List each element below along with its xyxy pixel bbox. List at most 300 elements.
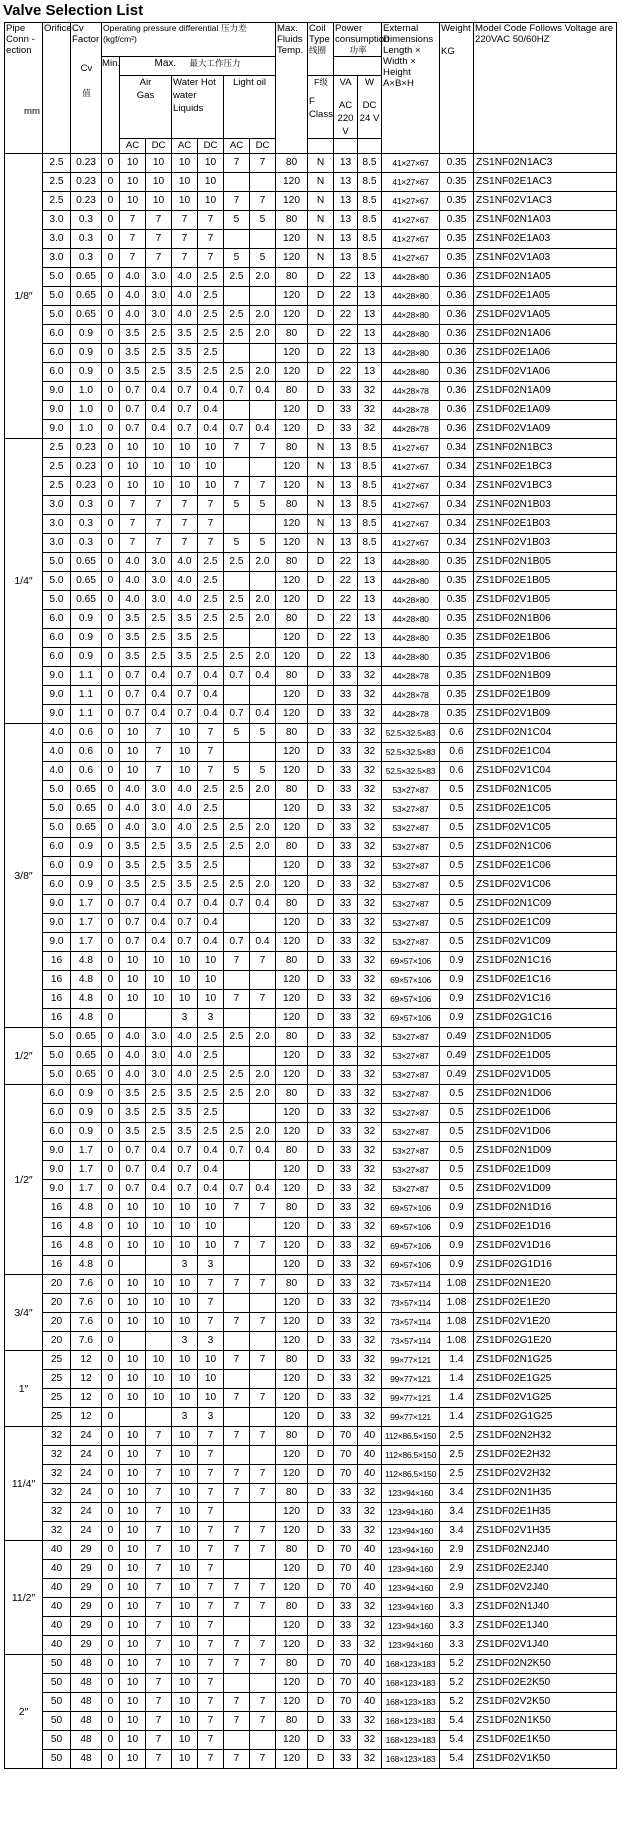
- water-dc-cell: 0.4: [198, 1142, 224, 1161]
- air-ac-cell: 10: [120, 1522, 146, 1541]
- oil-ac-cell: 7: [224, 1237, 250, 1256]
- air-ac-cell: 10: [120, 1313, 146, 1332]
- model-code-cell: ZS1DF02V1A06: [474, 363, 617, 382]
- model-code-cell: ZS1DF02V1D09: [474, 1180, 617, 1199]
- dimensions-cell: 112×86.5×150: [382, 1427, 440, 1446]
- air-ac-cell: 0.7: [120, 914, 146, 933]
- header-air-ac: AC: [120, 139, 146, 154]
- cv-cell: 12: [71, 1370, 102, 1389]
- va-cell: 33: [334, 1161, 358, 1180]
- water-ac-cell: 3: [172, 1332, 198, 1351]
- dimensions-cell: 53×27×87: [382, 1123, 440, 1142]
- air-dc-cell: 10: [146, 458, 172, 477]
- air-dc-cell: 7: [146, 1541, 172, 1560]
- min-cell: 0: [102, 971, 120, 990]
- oil-dc-cell: 5: [250, 762, 276, 781]
- orifice-cell: 2.5: [43, 439, 71, 458]
- oil-dc-cell: 5: [250, 211, 276, 230]
- weight-cell: 0.35: [440, 667, 474, 686]
- model-code-cell: ZS1DF02N1B09: [474, 667, 617, 686]
- weight-cell: 0.35: [440, 629, 474, 648]
- water-dc-cell: 10: [198, 1237, 224, 1256]
- water-ac-cell: 3: [172, 1009, 198, 1028]
- oil-ac-cell: 7: [224, 1598, 250, 1617]
- weight-cell: 0.5: [440, 895, 474, 914]
- temp-cell: 80: [276, 439, 308, 458]
- oil-ac-cell: 7: [224, 1636, 250, 1655]
- dimensions-cell: 168×123×183: [382, 1712, 440, 1731]
- min-cell: 0: [102, 211, 120, 230]
- orifice-cell: 3.0: [43, 515, 71, 534]
- w-cell: 32: [358, 819, 382, 838]
- air-dc-cell: [146, 1408, 172, 1427]
- oil-ac-cell: [224, 1104, 250, 1123]
- w-cell: 32: [358, 1104, 382, 1123]
- orifice-cell: 5.0: [43, 306, 71, 325]
- w-cell: 13: [358, 591, 382, 610]
- weight-cell: 0.9: [440, 1199, 474, 1218]
- oil-ac-cell: 2.5: [224, 819, 250, 838]
- oil-ac-cell: 2.5: [224, 591, 250, 610]
- air-ac-cell: 4.0: [120, 819, 146, 838]
- temp-cell: 120: [276, 1617, 308, 1636]
- weight-cell: 1.08: [440, 1332, 474, 1351]
- dimensions-cell: 73×57×114: [382, 1313, 440, 1332]
- temp-cell: 120: [276, 1446, 308, 1465]
- coil-cell: D: [308, 1237, 334, 1256]
- cv-cell: 0.9: [71, 857, 102, 876]
- header-opd: Operating pressure differential 压力差 (kgf/cm²): [102, 23, 276, 57]
- model-code-cell: ZS1DF02E1B06: [474, 629, 617, 648]
- water-ac-cell: 4.0: [172, 1047, 198, 1066]
- weight-cell: 5.4: [440, 1750, 474, 1769]
- orifice-cell: 9.0: [43, 1161, 71, 1180]
- coil-cell: D: [308, 1674, 334, 1693]
- table-row: [5, 439, 617, 458]
- dimensions-cell: 41×27×67: [382, 211, 440, 230]
- table-row: [5, 1731, 617, 1750]
- air-dc-cell: 10: [146, 192, 172, 211]
- model-code-cell: ZS1DF02V2K50: [474, 1693, 617, 1712]
- va-cell: 22: [334, 648, 358, 667]
- va-cell: 33: [334, 1218, 358, 1237]
- temp-cell: 120: [276, 933, 308, 952]
- water-dc-cell: 10: [198, 192, 224, 211]
- model-code-cell: ZS1NF02E1BC3: [474, 458, 617, 477]
- va-cell: 13: [334, 439, 358, 458]
- oil-ac-cell: [224, 1332, 250, 1351]
- w-cell: 32: [358, 781, 382, 800]
- air-ac-cell: 3.5: [120, 1123, 146, 1142]
- air-dc-cell: 0.4: [146, 401, 172, 420]
- va-cell: 33: [334, 800, 358, 819]
- dimensions-cell: 99×77×121: [382, 1370, 440, 1389]
- oil-dc-cell: 2.0: [250, 591, 276, 610]
- table-row: [5, 1028, 617, 1047]
- water-dc-cell: 10: [198, 1370, 224, 1389]
- oil-dc-cell: [250, 857, 276, 876]
- water-ac-cell: 3.5: [172, 325, 198, 344]
- header-temp: Max. Fluids Temp.: [276, 23, 308, 154]
- air-dc-cell: 2.5: [146, 1104, 172, 1123]
- min-cell: 0: [102, 667, 120, 686]
- cv-cell: 1.7: [71, 914, 102, 933]
- w-cell: 40: [358, 1655, 382, 1674]
- oil-dc-cell: [250, 1009, 276, 1028]
- oil-dc-cell: [250, 1446, 276, 1465]
- air-dc-cell: 7: [146, 1579, 172, 1598]
- oil-ac-cell: 7: [224, 439, 250, 458]
- oil-ac-cell: 0.7: [224, 1180, 250, 1199]
- oil-dc-cell: [250, 1104, 276, 1123]
- dimensions-cell: 41×27×67: [382, 154, 440, 173]
- min-cell: 0: [102, 610, 120, 629]
- orifice-cell: 6.0: [43, 648, 71, 667]
- dimensions-cell: 44×28×80: [382, 610, 440, 629]
- coil-cell: D: [308, 1465, 334, 1484]
- water-dc-cell: 0.4: [198, 705, 224, 724]
- oil-ac-cell: 2.5: [224, 306, 250, 325]
- model-code-cell: ZS1DF02E2K50: [474, 1674, 617, 1693]
- w-cell: 40: [358, 1693, 382, 1712]
- table-row: [5, 1180, 617, 1199]
- dimensions-cell: 44×28×80: [382, 553, 440, 572]
- table-row: [5, 971, 617, 990]
- water-ac-cell: 0.7: [172, 1161, 198, 1180]
- air-ac-cell: 10: [120, 154, 146, 173]
- air-dc-cell: 3.0: [146, 800, 172, 819]
- min-cell: 0: [102, 1636, 120, 1655]
- w-cell: 32: [358, 724, 382, 743]
- oil-ac-cell: 7: [224, 1465, 250, 1484]
- air-dc-cell: 10: [146, 1218, 172, 1237]
- table-row: [5, 895, 617, 914]
- va-cell: 33: [334, 705, 358, 724]
- air-dc-cell: 7: [146, 1503, 172, 1522]
- va-cell: 13: [334, 173, 358, 192]
- cv-cell: 0.9: [71, 838, 102, 857]
- min-cell: 0: [102, 952, 120, 971]
- w-cell: 32: [358, 1370, 382, 1389]
- temp-cell: 120: [276, 173, 308, 192]
- water-dc-cell: 2.5: [198, 1047, 224, 1066]
- orifice-cell: 50: [43, 1674, 71, 1693]
- water-ac-cell: 10: [172, 1218, 198, 1237]
- weight-cell: 0.35: [440, 705, 474, 724]
- coil-cell: D: [308, 1503, 334, 1522]
- temp-cell: 120: [276, 1218, 308, 1237]
- dimensions-cell: 69×57×106: [382, 1237, 440, 1256]
- water-ac-cell: 0.7: [172, 1180, 198, 1199]
- oil-ac-cell: 7: [224, 1199, 250, 1218]
- water-dc-cell: 7: [198, 1693, 224, 1712]
- w-cell: 40: [358, 1579, 382, 1598]
- header-oil-ac: AC: [224, 139, 250, 154]
- weight-cell: 0.35: [440, 211, 474, 230]
- table-row: [5, 1693, 617, 1712]
- model-code-cell: ZS1DF02N1G25: [474, 1351, 617, 1370]
- weight-cell: 5.2: [440, 1693, 474, 1712]
- cv-cell: 4.8: [71, 1218, 102, 1237]
- temp-cell: 120: [276, 1731, 308, 1750]
- air-dc-cell: 0.4: [146, 895, 172, 914]
- cv-cell: 0.9: [71, 363, 102, 382]
- oil-ac-cell: 5: [224, 496, 250, 515]
- oil-ac-cell: 0.7: [224, 933, 250, 952]
- dimensions-cell: 53×27×87: [382, 819, 440, 838]
- table-row: [5, 1389, 617, 1408]
- table-row: [5, 1066, 617, 1085]
- table-row: [5, 1218, 617, 1237]
- min-cell: 0: [102, 192, 120, 211]
- oil-dc-cell: 2.0: [250, 553, 276, 572]
- oil-dc-cell: [250, 1674, 276, 1693]
- air-dc-cell: 7: [146, 1522, 172, 1541]
- w-cell: 13: [358, 325, 382, 344]
- oil-dc-cell: [250, 971, 276, 990]
- va-cell: 70: [334, 1446, 358, 1465]
- min-cell: 0: [102, 1066, 120, 1085]
- cv-cell: 0.6: [71, 762, 102, 781]
- oil-ac-cell: [224, 1560, 250, 1579]
- cv-cell: 4.8: [71, 1237, 102, 1256]
- orifice-cell: 50: [43, 1693, 71, 1712]
- table-row: [5, 914, 617, 933]
- weight-cell: 0.35: [440, 591, 474, 610]
- pipe-size-cell: 1/2″: [5, 1085, 43, 1275]
- oil-ac-cell: [224, 1617, 250, 1636]
- water-ac-cell: 4.0: [172, 1066, 198, 1085]
- model-code-cell: ZS1NF02N1BC3: [474, 439, 617, 458]
- w-cell: 13: [358, 344, 382, 363]
- dimensions-cell: 44×28×80: [382, 648, 440, 667]
- cv-cell: 0.65: [71, 1028, 102, 1047]
- orifice-cell: 5.0: [43, 1066, 71, 1085]
- water-dc-cell: 7: [198, 1541, 224, 1560]
- air-ac-cell: 0.7: [120, 420, 146, 439]
- weight-cell: 0.35: [440, 610, 474, 629]
- water-dc-cell: 7: [198, 1598, 224, 1617]
- dimensions-cell: 53×27×87: [382, 1085, 440, 1104]
- air-ac-cell: 3.5: [120, 857, 146, 876]
- min-cell: 0: [102, 1161, 120, 1180]
- air-ac-cell: 3.5: [120, 363, 146, 382]
- coil-cell: D: [308, 857, 334, 876]
- water-ac-cell: 3.5: [172, 857, 198, 876]
- header-cv-sub: Cv: [80, 63, 93, 74]
- header-min: Min.: [102, 57, 120, 154]
- air-ac-cell: 7: [120, 211, 146, 230]
- weight-cell: 0.5: [440, 857, 474, 876]
- water-dc-cell: 7: [198, 724, 224, 743]
- dimensions-cell: 112×86.5×150: [382, 1446, 440, 1465]
- min-cell: 0: [102, 1237, 120, 1256]
- coil-cell: D: [308, 1750, 334, 1769]
- dimensions-cell: 41×27×67: [382, 192, 440, 211]
- header-air-dc: DC: [146, 139, 172, 154]
- min-cell: 0: [102, 401, 120, 420]
- air-ac-cell: [120, 1332, 146, 1351]
- coil-cell: D: [308, 1370, 334, 1389]
- model-code-cell: ZS1DF02N1C06: [474, 838, 617, 857]
- air-dc-cell: 10: [146, 1237, 172, 1256]
- air-dc-cell: 10: [146, 1370, 172, 1389]
- oil-dc-cell: 7: [250, 1750, 276, 1769]
- temp-cell: 120: [276, 572, 308, 591]
- oil-dc-cell: 0.4: [250, 895, 276, 914]
- coil-cell: D: [308, 1731, 334, 1750]
- air-dc-cell: [146, 1009, 172, 1028]
- min-cell: 0: [102, 173, 120, 192]
- model-code-cell: ZS1DF02V1C06: [474, 876, 617, 895]
- cv-cell: 7.6: [71, 1294, 102, 1313]
- table-row: [5, 1427, 617, 1446]
- model-code-cell: ZS1DF02E1C09: [474, 914, 617, 933]
- w-cell: 32: [358, 1731, 382, 1750]
- model-code-cell: ZS1NF02V1A03: [474, 249, 617, 268]
- min-cell: 0: [102, 1256, 120, 1275]
- water-ac-cell: 7: [172, 515, 198, 534]
- va-cell: 33: [334, 743, 358, 762]
- model-code-cell: ZS1DF02N1A05: [474, 268, 617, 287]
- va-cell: 33: [334, 762, 358, 781]
- water-ac-cell: 10: [172, 743, 198, 762]
- cv-cell: 48: [71, 1693, 102, 1712]
- w-cell: 13: [358, 306, 382, 325]
- water-dc-cell: 7: [198, 1636, 224, 1655]
- weight-cell: 3.4: [440, 1522, 474, 1541]
- air-ac-cell: 0.7: [120, 933, 146, 952]
- temp-cell: 120: [276, 591, 308, 610]
- table-row: [5, 1465, 617, 1484]
- air-dc-cell: 10: [146, 1199, 172, 1218]
- temp-cell: 120: [276, 1294, 308, 1313]
- water-dc-cell: 7: [198, 1294, 224, 1313]
- model-code-cell: ZS1DF02V1K50: [474, 1750, 617, 1769]
- table-row: [5, 876, 617, 895]
- air-dc-cell: 10: [146, 1275, 172, 1294]
- table-row: [5, 325, 617, 344]
- temp-cell: 120: [276, 1104, 308, 1123]
- air-ac-cell: 10: [120, 1389, 146, 1408]
- model-code-cell: ZS1DF02N1D06: [474, 1085, 617, 1104]
- table-row: [5, 382, 617, 401]
- w-cell: 40: [358, 1465, 382, 1484]
- water-ac-cell: 3.5: [172, 1123, 198, 1142]
- air-ac-cell: 3.5: [120, 838, 146, 857]
- pipe-size-cell: 11/4″: [5, 1427, 43, 1541]
- water-dc-cell: 3: [198, 1332, 224, 1351]
- air-ac-cell: 4.0: [120, 553, 146, 572]
- dimensions-cell: 53×27×87: [382, 857, 440, 876]
- weight-cell: 0.34: [440, 515, 474, 534]
- water-dc-cell: 7: [198, 1617, 224, 1636]
- oil-ac-cell: 2.5: [224, 648, 250, 667]
- orifice-cell: 9.0: [43, 382, 71, 401]
- temp-cell: 80: [276, 1712, 308, 1731]
- min-cell: 0: [102, 914, 120, 933]
- table-row: [5, 363, 617, 382]
- table-row: [5, 1313, 617, 1332]
- water-ac-cell: 10: [172, 1693, 198, 1712]
- coil-cell: D: [308, 1199, 334, 1218]
- model-code-cell: ZS1DF02G1D16: [474, 1256, 617, 1275]
- table-row: [5, 477, 617, 496]
- temp-cell: 120: [276, 1750, 308, 1769]
- cv-cell: 0.23: [71, 458, 102, 477]
- water-dc-cell: 7: [198, 496, 224, 515]
- coil-cell: D: [308, 1636, 334, 1655]
- min-cell: 0: [102, 287, 120, 306]
- water-ac-cell: 4.0: [172, 553, 198, 572]
- weight-cell: 0.35: [440, 230, 474, 249]
- table-row: [5, 249, 617, 268]
- cv-cell: 29: [71, 1541, 102, 1560]
- min-cell: 0: [102, 1446, 120, 1465]
- min-cell: 0: [102, 1047, 120, 1066]
- air-ac-cell: 10: [120, 192, 146, 211]
- water-ac-cell: 3.5: [172, 1104, 198, 1123]
- header-va-blank: [334, 139, 358, 154]
- water-dc-cell: 7: [198, 1503, 224, 1522]
- model-code-cell: ZS1DF02N2J40: [474, 1541, 617, 1560]
- air-ac-cell: 0.7: [120, 667, 146, 686]
- weight-cell: 0.35: [440, 173, 474, 192]
- water-dc-cell: 7: [198, 1427, 224, 1446]
- dimensions-cell: 53×27×87: [382, 876, 440, 895]
- oil-ac-cell: 7: [224, 1351, 250, 1370]
- oil-dc-cell: 2.0: [250, 610, 276, 629]
- weight-cell: 1.08: [440, 1275, 474, 1294]
- weight-cell: 2.5: [440, 1427, 474, 1446]
- oil-dc-cell: 7: [250, 1522, 276, 1541]
- oil-ac-cell: 2.5: [224, 1085, 250, 1104]
- weight-cell: 0.5: [440, 1161, 474, 1180]
- weight-cell: 3.4: [440, 1484, 474, 1503]
- air-ac-cell: 4.0: [120, 268, 146, 287]
- table-row: [5, 287, 617, 306]
- oil-ac-cell: 2.5: [224, 268, 250, 287]
- orifice-cell: 40: [43, 1541, 71, 1560]
- oil-dc-cell: 7: [250, 439, 276, 458]
- water-ac-cell: 4.0: [172, 800, 198, 819]
- temp-cell: 120: [276, 1503, 308, 1522]
- orifice-cell: 5.0: [43, 819, 71, 838]
- w-cell: 32: [358, 1218, 382, 1237]
- cv-cell: 0.65: [71, 572, 102, 591]
- dimensions-cell: 69×57×106: [382, 1218, 440, 1237]
- air-dc-cell: 0.4: [146, 705, 172, 724]
- table-row: [5, 1332, 617, 1351]
- va-cell: 13: [334, 211, 358, 230]
- cv-cell: 29: [71, 1579, 102, 1598]
- oil-ac-cell: [224, 1047, 250, 1066]
- water-dc-cell: 0.4: [198, 420, 224, 439]
- coil-cell: N: [308, 458, 334, 477]
- dimensions-cell: 52.5×32.5×83: [382, 743, 440, 762]
- w-cell: 32: [358, 1408, 382, 1427]
- orifice-cell: 20: [43, 1294, 71, 1313]
- model-code-cell: ZS1DF02E2H32: [474, 1446, 617, 1465]
- header-dims: External Dimensions Length × Width × Height A×B×H: [382, 23, 440, 154]
- oil-dc-cell: 2.0: [250, 781, 276, 800]
- min-cell: 0: [102, 1370, 120, 1389]
- orifice-cell: 5.0: [43, 800, 71, 819]
- min-cell: 0: [102, 1199, 120, 1218]
- table-row: [5, 857, 617, 876]
- min-cell: 0: [102, 344, 120, 363]
- air-ac-cell: 10: [120, 1560, 146, 1579]
